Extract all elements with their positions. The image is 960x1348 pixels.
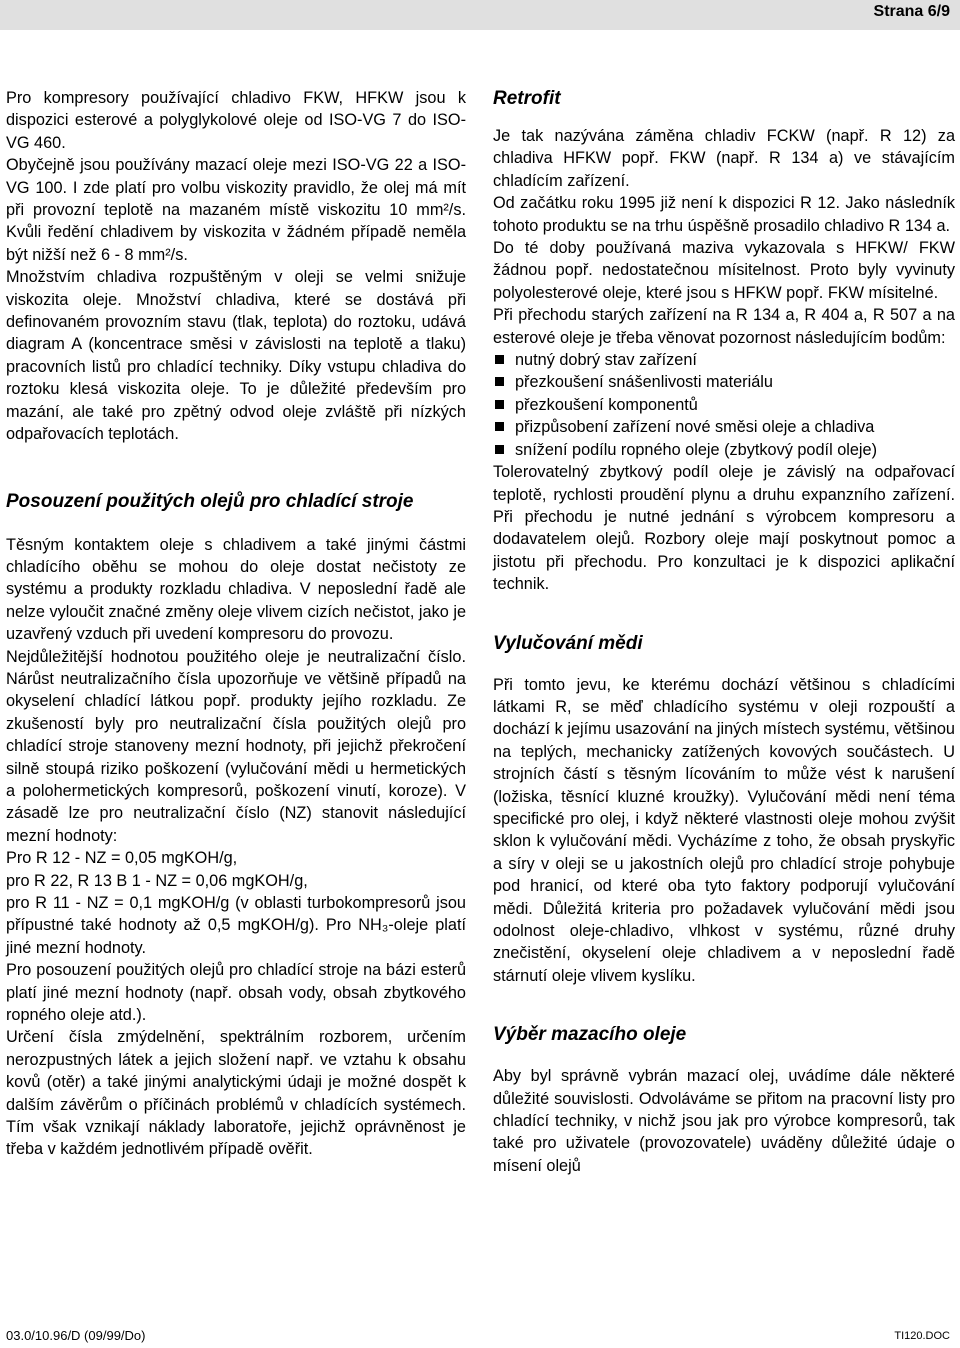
limit-line: pro R 11 - NZ = 0,1 mgKOH/g (v oblasti turbokompresorů jsou přípustné také hodnoty až 0,5 mgKOH/g). Pro NH₃-oleje platí jiné mezní hodnoty. (6, 894, 466, 957)
paragraph: Obyčejně jsou používány mazací oleje mezi ISO-VG 22 a ISO-VG 100. I zde platí pro volbu viskozity pravidlo, že olej má mít při provozní teplotě na mazaném místě viskozitu 10 mm²/s. Kvůli ředění chladivem by viskozita v žádném případě neměla být nižší než 6 - 8 mm²/s. (6, 156, 466, 264)
page-number: Strana 6/9 (873, 3, 950, 20)
paragraph: Při přechodu starých zařízení na R 134 a, R 404 a, R 507 a na esterové oleje je třeba věnovat pozornost následujícím bodům: (493, 306, 955, 347)
paragraph: Pro posouzení použitých olejů pro chladící stroje na bázi esterů platí jiné mezní hodnoty (např. obsah vody, obsah zbytkového ropného oleje atd.). (6, 961, 466, 1025)
section-heading: Retrofit (493, 88, 561, 109)
paragraph: Do té doby používaná maziva vykazovala s HFKW/ FKW žádnou popř. nedostatečnou mísitelnost. Proto byly vyvinuty polyolesterové oleje, které jsou s HFKW popř. FKW mísitelné. (493, 239, 955, 302)
paragraph: Nejdůležitější hodnotou použitého oleje je neutralizační číslo. Nárůst neutralizačního čísla upozorňuje ve většině případů na okyselení chladící látkou popř. produkty jejího rozkladu. Ze zkušeností byly pro neutralizační čísla použitých olejů pro chladící stroje stanoveny mezní hodnoty, při jejichž překročení silně stoupá riziko poškození (vylučování mědi u hermetických a polohermetických kompresorů, poškození vinutí, koroze). V zásadě lze pro neutralizační číslo (NZ) stanovit následující mezní hodnoty: (6, 647, 466, 845)
paragraph: Těsným kontaktem oleje s chladivem a také jinými částmi chladícího oběhu se mohou do oleje dostat nečistoty ze systému a produkty rozkladu chladiva. V neposlední řadě ale nelze vyloučit značné změny oleje vlivem cizích nečistot, jako je uzavřený vzduch při uvedení kompresoru do provozu. (6, 535, 466, 644)
square-bullet-icon (495, 445, 504, 454)
section-heading: Výběr mazacího oleje (493, 1024, 687, 1046)
paragraph: Množstvím chladiva rozpuštěným v oleji se velmi snižuje viskozita oleje. Množství chladiva, které se dostává při definovaném provozním stavu (tlak, teplota) do roztoku, udává diagram A (koncentrace směsi v závislosti na teplotě a tlaku) pracovních listů pro chladící techniky. Díky vstupu chladiva do roztoku klesá viskozita oleje. To je důležité především pro mazání, ale také pro zpětný odvod oleje zvláště při nízkých odpařovacích teplotách. (6, 268, 466, 444)
paragraph: Je tak nazývána záměna chladiv FCKW (např. R 12) za chladiva HFKW popř. FKW (např. R 134 a) ve stávajícím chladícím zařízení. (493, 127, 955, 190)
left-column (6, 87, 466, 1161)
square-bullet-icon (495, 400, 504, 409)
paragraph: Tolerovatelný zbytkový podíl oleje je závislý na odpařovací teplotě, rychlosti proudění plynu a druhu expanzního zařízení. Při přechodu je nutné jednání s výrobcem kompresoru a dodavatelem olejů. Rozbory oleje mají poskytnout pomoc a jistotu při přechodu. Pro konzultaci je k dispozici aplikační technik. (493, 463, 955, 594)
footer-doc-code: 03.0/10.96/D (09/99/Do) (6, 1328, 146, 1343)
page-header (0, 0, 960, 30)
bullet-item (493, 349, 955, 371)
section-heading: Posouzení použitých olejů pro chladící stroje (6, 490, 414, 512)
square-bullet-icon (495, 377, 504, 386)
bullet-text: přezkoušení snášenlivosti materiálu (515, 373, 773, 392)
bullet-text: snížení podílu ropného oleje (zbytkový podíl oleje) (515, 440, 878, 459)
bullet-text: nutný dobrý stav zařízení (515, 351, 697, 370)
square-bullet-icon (495, 355, 504, 364)
footer-file-name: TI120.DOC (894, 1330, 950, 1342)
bullet-list (493, 349, 955, 461)
paragraph: Při tomto jevu, ke kterému dochází většinou s chladícími látkami R, se měď chladícího systému v oleji rozpouští a dochází k jejímu usazování na jiných místech systému, většinou na teplých, mechanicky zatížených kovových součástech. U strojních částí s těsným lícováním to může vést k narušení (ložiska, těsnící kluzné kroužky). Vylučování mědi není téma specifické pro olej, i když některé vlastnosti oleje mohou zvýšit sklon k vylučování mědi. Vycházíme z toho, že obsah pryskyřic a síry v oleji se u jakostních olejů pro chladící stroje pohybuje pod hranicí, od které oba tyto faktory podporují vylučování mědi. Důležitá kriteria pro požadavek vylučování mědi jsou odolnost oleje-chladivo, vlhkost v systému, různé druhy znečistění, okyselení oleje chladivem a v neposlední řadě stárnutí oleje vlivem kyslíku. (493, 675, 955, 985)
bullet-item (493, 416, 955, 438)
paragraph: Od začátku roku 1995 již není k dispozici R 12. Jako následník tohoto produktu se na trhu úspěšně prosadilo chladivo R 134 a. (493, 194, 955, 235)
right-column (493, 87, 955, 1177)
bullet-item (493, 439, 955, 461)
paragraph: Aby byl správně vybrán mazací olej, uvádíme dále některé důležité souvislosti. Odvoláváme se přitom na pracovní listy pro chladící techniky, v nichž jsou jak pro výrobce kompresorů, tak také pro uživatele (provozovatele) uváděny důležité údaje o mísení olejů (493, 1067, 955, 1175)
limit-line: pro R 22, R 13 B 1 - NZ = 0,06 mgKOH/g, (6, 871, 308, 890)
bullet-item (493, 394, 955, 416)
limit-line: Pro R 12 - NZ = 0,05 mgKOH/g, (6, 849, 238, 868)
bullet-item (493, 371, 955, 393)
bullet-text: přizpůsobení zařízení nové směsi oleje a chladiva (515, 418, 875, 437)
square-bullet-icon (495, 422, 504, 431)
paragraph: Pro kompresory používající chladivo FKW, HFKW jsou k dispozici esterové a polyglykolové oleje od ISO-VG 7 do ISO-VG 460. (6, 89, 466, 152)
section-heading: Vylučování mědi (493, 632, 643, 654)
paragraph: Určení čísla zmýdelnění, spektrálním rozborem, určením nerozpustných látek a jejich složení např. ve vztahu k obsahu kovů (otěr) a také jinými analytickými údaji je možné dospět k dalším závěrům o příčinách problémů v chladících systémech. Tím však vznikají náklady laboratoře, jejichž oprávněnost je třeba v každém jednotlivém případě ověřit. (6, 1028, 466, 1159)
bullet-text: přezkoušení komponentů (515, 395, 698, 414)
